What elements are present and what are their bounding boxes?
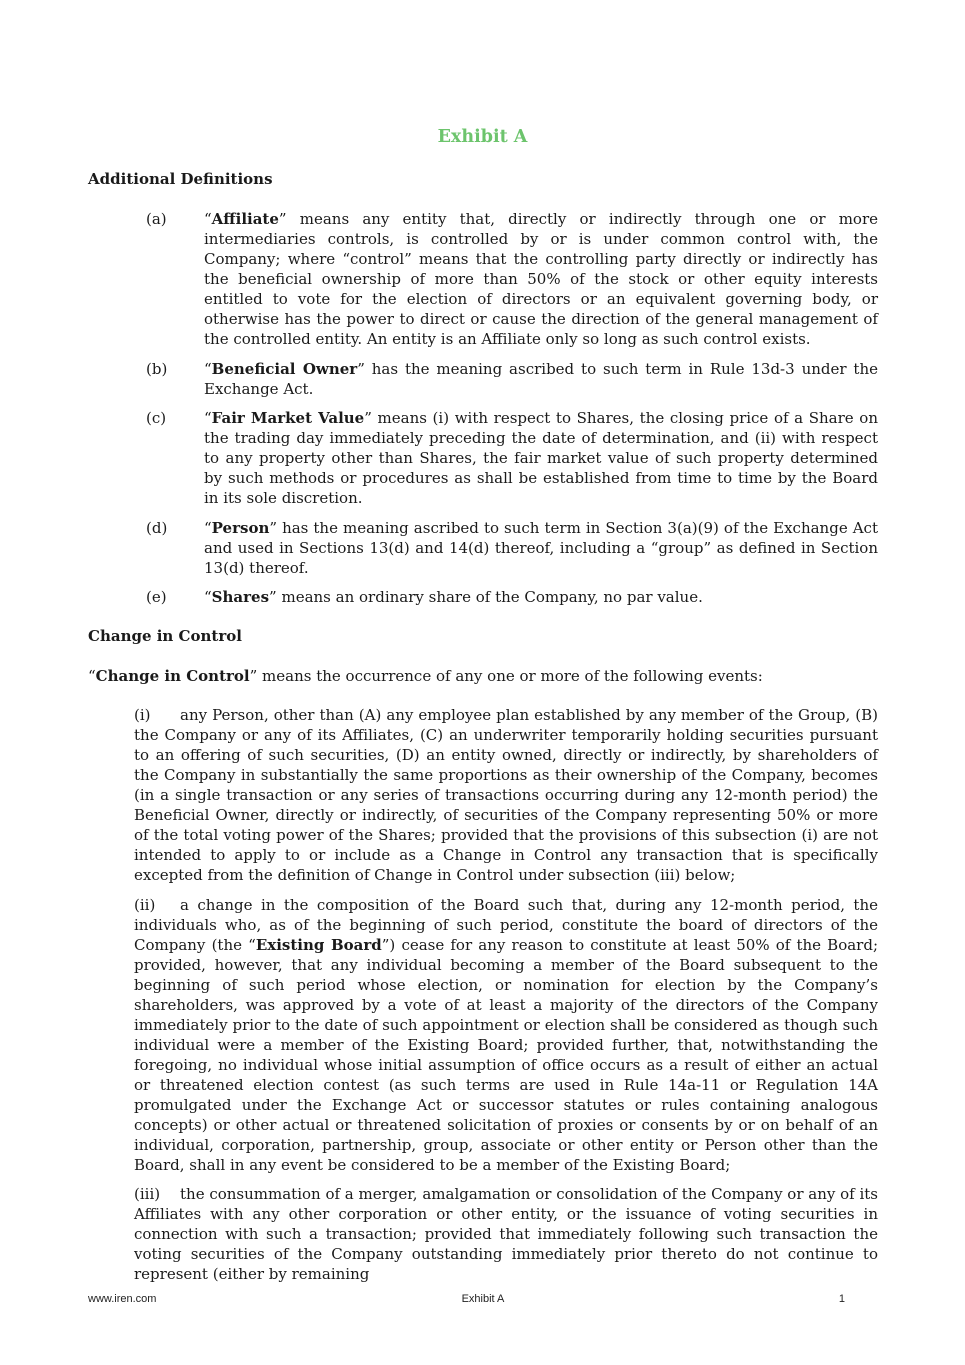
exhibit-title: Exhibit A	[437, 127, 528, 147]
definition-label: (a)	[146, 210, 167, 228]
definition-term: Person	[211, 518, 270, 537]
section-heading-change-in-control: Change in Control	[88, 627, 242, 645]
change-in-control-term: Change in Control	[95, 667, 250, 685]
definition-body: “Fair Market Value” means (i) with respect to Shares, the closing price of a Share on the trading day immediately preceding the date of determination, and (ii) with respect to any property other than Shares, the fair market value of such property determined by such methods or procedures as shall be established from time to time by the Board in its sole discretion.	[204, 409, 878, 507]
definition-label: (b)	[146, 359, 168, 378]
clause-label: (i)	[134, 706, 151, 724]
definition-item	[146, 359, 878, 399]
definition-body: “Person” has the meaning ascribed to such term in Section 3(a)(9) of the Exchange Act and used in Sections 13(d) and 14(d) thereof, including a “group” as defined in Section 13(d) thereof.	[204, 518, 878, 577]
definition-label: (c)	[146, 409, 167, 427]
clause-ii: (ii) a change in the composition of the Board such that, during any 12-month period, the individuals who, as of the beginning of such period, constitute the board of directors of the Company (the “Existing Board”) cease for any reason to constitute at least 50% of the Board; provided, however, that any individual becoming a member of the Board subsequent to the beginning of such period whose election, or nomination for election by the Company’s shareholders, was approved by a vote of at least a majority of the directors of the Company immediately prior to the date of such appointment or election shall be considered as though such individual were a member of the Existing Board; provided further, that, notwithstanding the foregoing, no individual whose initial assumption of office occurs as a result of either an actual or threatened election contest (as such terms are used in Rule 14a-11 or Regulation 14A promulgated under the Exchange Act or successor statutes or rules containing analogous concepts) or other actual or threatened solicitation of proxies or consents by or on behalf of an individual, corporation, partnership, group, associate or other entity or Person other than the Board, shall in any event be considered to be a member of the Existing Board;	[134, 895, 878, 1174]
clause-label: (iii)	[134, 1185, 161, 1203]
definitions-list	[146, 209, 878, 617]
definition-body: “Beneficial Owner” has the meaning ascribed to such term in Rule 13d-3 under the Exchange Act.	[204, 359, 878, 398]
definition-body: “Affiliate” means any entity that, directly or indirectly through one or more intermediaries controls, is controlled by or is under common control with, the Company; where “control” means that the controlling party directly or indirectly has the beneficial ownership of more than 50% of the stock or other equity interests entitled to vote for the election of directors or an equivalent governing body, or otherwise has the power to direct or cause the direction of the general management of the controlled entity. An entity is an Affiliate only so long as such control exists.	[204, 210, 878, 348]
footer-page-number: 1	[838, 1293, 845, 1305]
footer-exhibit-label: Exhibit A	[461, 1293, 505, 1305]
definition-body: “Shares” means an ordinary share of the Company, no par value.	[204, 588, 703, 606]
footer-website-link[interactable]: www.iren.com	[88, 1293, 157, 1305]
section-heading-additional-definitions: Additional Definitions	[88, 170, 273, 188]
change-in-control-intro: “Change in Control” means the occurrence of any one or more of the following events:	[88, 667, 763, 685]
clause-iii: (iii) the consummation of a merger, amalgamation or consolidation of the Company or any of its Affiliates with any other corporation or other entity, or the issuance of voting securities in connection with such a transaction; provided that immediately following such transaction the voting securities of the Company outstanding immediately prior thereto do not continue to represent (either by remaining	[134, 1185, 878, 1283]
clause-label: (ii)	[134, 895, 156, 914]
definition-item	[146, 209, 878, 349]
definition-item	[146, 518, 878, 578]
definition-item	[146, 408, 878, 508]
clause-i: (i) any Person, other than (A) any employee plan established by any member of the Group, (B) the Company or any of its Affiliates, (C) an underwriter temporarily holding securities pursuant to an offering of such securities, (D) an entity owned, directly or indirectly, by shareholders of the Company in substantially the same proportions as their ownership of the Company, becomes (in a single transaction or any series of transactions occurring during any 12-month period) the Beneficial Owner, directly or indirectly, of securities of the Company representing 50% or more of the total voting power of the Shares; provided that the provisions of this subsection (i) are not intended to apply to or include as a Change in Control any transaction that is specifically excepted from the definition of Change in Control under subsection (iii) below;	[134, 706, 878, 884]
page-footer	[88, 1293, 878, 1307]
definition-term: Fair Market Value	[211, 409, 365, 427]
existing-board-term: Existing Board	[255, 935, 382, 954]
definition-item	[146, 587, 878, 607]
definition-term: Beneficial Owner	[211, 359, 358, 378]
change-in-control-clauses	[134, 705, 878, 1294]
definition-label: (d)	[146, 518, 168, 537]
definition-term: Shares	[211, 588, 270, 606]
definition-term: Affiliate	[211, 210, 279, 228]
definition-label: (e)	[146, 588, 167, 606]
